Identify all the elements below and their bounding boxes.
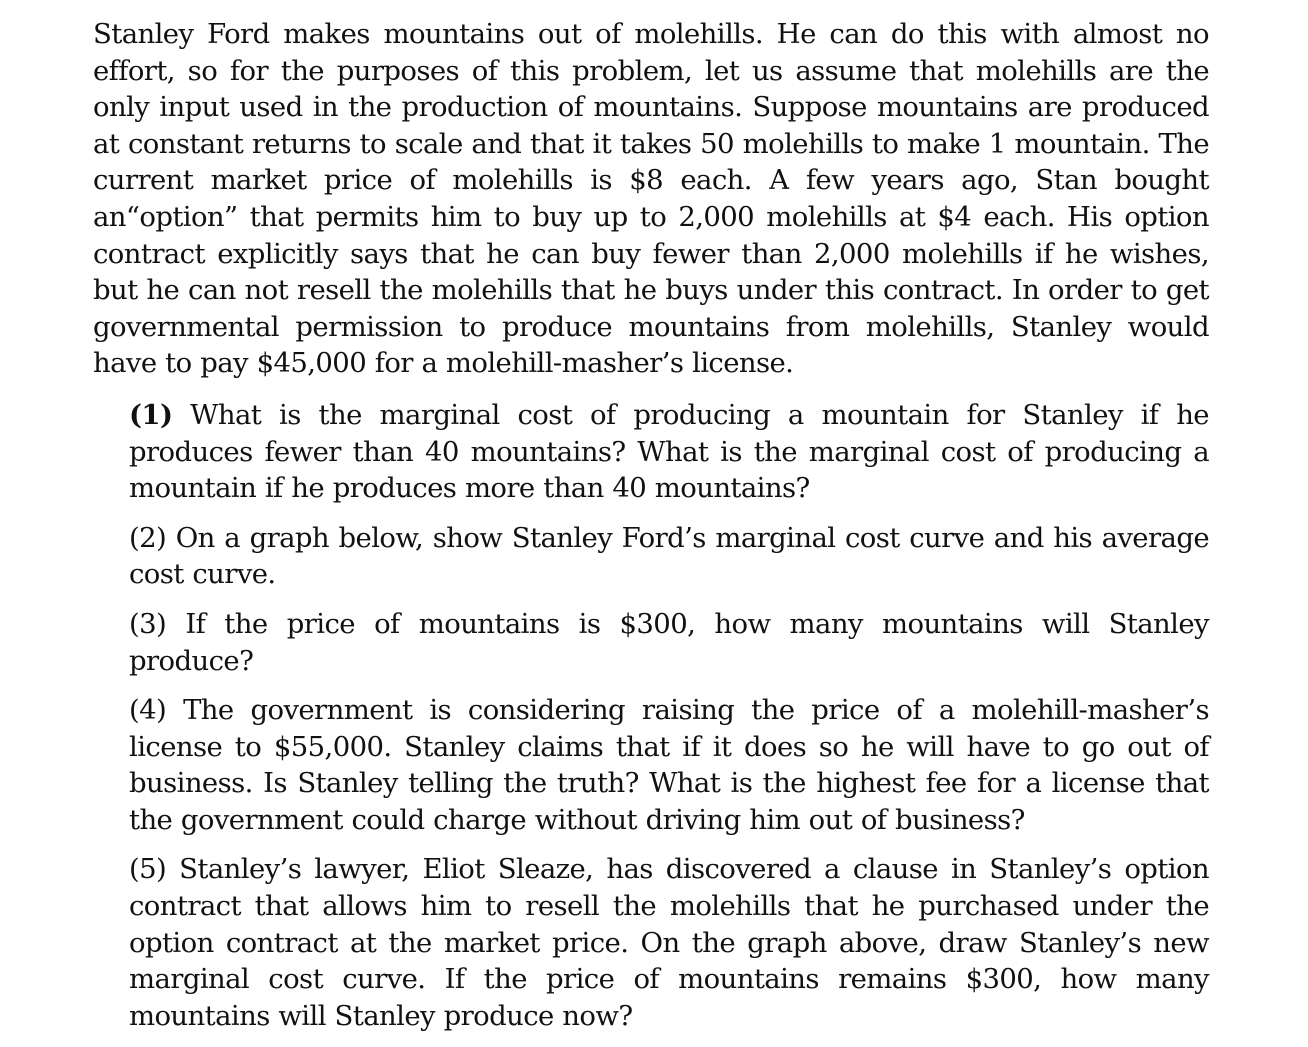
problem-document — [93, 16, 1209, 1047]
question-list — [129, 397, 1209, 1035]
question-4-text: The government is considering raising the price of a molehill-masher’s license to $55,000. Stanley claims that if it does so he will have to go out of business. Is Stanley telling the truth? What is the highest fee for a license that the government could charge without driving him out of business? — [129, 694, 1209, 836]
question-5-number: (5) — [129, 853, 167, 886]
question-5 — [129, 851, 1209, 1034]
question-3 — [129, 606, 1209, 679]
question-3-text: If the price of mountains is $300, how many mountains will Stanley produce? — [129, 607, 1209, 677]
question-1-text: What is the marginal cost of producing a mountain for Stanley if he produces fewer than 40 mountains? What is the marginal cost of producing a mountain if he produces more than 40 mountains? — [129, 398, 1209, 505]
question-2 — [129, 520, 1209, 593]
question-1-number: (1) — [129, 398, 173, 431]
question-3-number: (3) — [129, 607, 167, 640]
question-5-text: Stanley’s lawyer, Eliot Sleaze, has discovered a clause in Stanley’s option contract that allows him to resell the molehills that he purchased under the option contract at the market price. On the graph above, draw Stanley’s new marginal cost curve. If the price of mountains remains $300, how many mountains will Stanley produce now? — [129, 853, 1209, 1032]
question-4 — [129, 692, 1209, 838]
question-2-number: (2) — [129, 521, 167, 554]
question-1 — [129, 397, 1209, 507]
question-4-number: (4) — [129, 694, 167, 727]
problem-intro-paragraph: Stanley Ford makes mountains out of molehills. He can do this with almost no effort, so for the purposes of this problem, let us assume that molehills are the only input used in the production of mountains. Suppose mountains are produced at constant returns to scale and that it takes 50 molehills to make 1 mountain. The current market price of molehills is $8 each. A few years ago, Stan bought an“option” that permits him to buy up to 2,000 molehills at $4 each. His option contract explicitly says that he can buy fewer than 2,000 molehills if he wishes, but he can not resell the molehills that he buys under this contract. In order to get governmental permission to produce mountains from molehills, Stanley would have to pay $45,000 for a molehill-masher’s license. — [93, 18, 1209, 380]
question-2-text: On a graph below, show Stanley Ford’s marginal cost curve and his average cost curve. — [129, 521, 1209, 591]
